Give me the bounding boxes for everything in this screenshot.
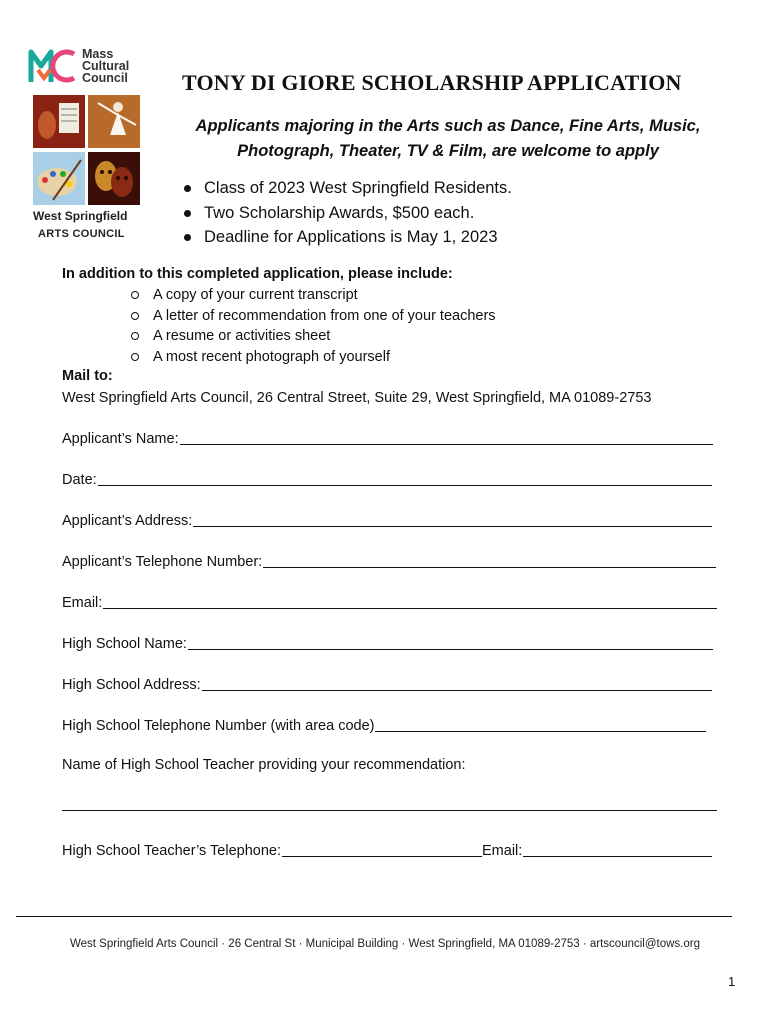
list-item	[131, 306, 496, 327]
school-address-line[interactable]	[202, 689, 712, 691]
circle-bullet-icon	[131, 291, 139, 299]
applicant-name-field[interactable]	[62, 427, 713, 447]
include-item-text: A resume or activities sheet	[153, 328, 331, 344]
teacher-phone-line[interactable]	[282, 855, 292, 857]
list-item	[131, 285, 496, 306]
school-phone-field[interactable]	[62, 714, 706, 734]
school-phone-line[interactable]	[375, 730, 706, 732]
include-heading: In addition to this completed application, please include:	[62, 266, 453, 282]
bullet-text: Deadline for Applications is May 1, 2023	[204, 228, 498, 246]
mcc-line-1: Mass	[82, 47, 114, 61]
subtitle-line-1: Applicants majoring in the Arts such as Dance, Fine Arts, Music,	[195, 117, 701, 135]
council-name-line-2: ARTS COUNCIL	[38, 228, 125, 240]
include-item-text: A most recent photograph of yourself	[153, 348, 390, 365]
school-address-field[interactable]	[62, 673, 712, 693]
date-field[interactable]	[62, 468, 712, 488]
teacher-name-label: Name of High School Teacher providing your recommendation:	[62, 757, 466, 773]
include-item-text: A letter of recommendation from one of your teachers	[153, 307, 496, 324]
school-address-label: High School Address:	[62, 677, 201, 693]
footer-text: West Springfield Arts Council · 26 Central St · Municipal Building · West Springfield, MA 01089-2753 · artscouncil@tows.org	[70, 938, 700, 950]
applicant-name-line[interactable]	[180, 443, 713, 445]
school-name-line[interactable]	[188, 648, 713, 650]
subtitle-line-2: Photograph, Theater, TV & Film, are welcome to apply	[237, 142, 659, 160]
arts-collage	[33, 95, 141, 205]
date-line[interactable]	[98, 484, 712, 486]
circle-bullet-icon	[131, 332, 139, 340]
mail-heading: Mail to:	[62, 368, 113, 384]
list-item	[182, 176, 512, 201]
applicant-name-label: Applicant’s Name:	[62, 431, 179, 447]
teacher-email-field[interactable]	[292, 839, 712, 859]
mcc-line-3: Council	[82, 71, 128, 85]
theater-masks-image	[88, 152, 140, 205]
include-list	[131, 285, 496, 367]
dancer-image	[88, 95, 140, 148]
eligibility-list	[182, 176, 512, 250]
teacher-phone-label: High School Teacher’s Telephone:	[62, 843, 282, 859]
circle-bullet-icon	[131, 353, 139, 361]
list-item	[131, 326, 496, 347]
teacher-phone-line-ext[interactable]	[292, 855, 482, 857]
list-item	[131, 347, 496, 368]
violin-image	[33, 95, 85, 148]
school-phone-label: High School Telephone Number (with area code)	[62, 718, 375, 734]
email-label: Email:	[62, 595, 103, 611]
applicant-phone-field[interactable]	[62, 550, 716, 570]
list-item	[182, 201, 512, 226]
mail-address: West Springfield Arts Council, 26 Central Street, Suite 29, West Springfield, MA 01089-2753	[62, 390, 652, 406]
applicant-phone-label: Applicant’s Telephone Number:	[62, 554, 263, 570]
teacher-name-line[interactable]	[62, 810, 717, 811]
email-line[interactable]	[103, 607, 717, 609]
applicant-address-label: Applicant’s Address:	[62, 513, 193, 529]
bullet-text: Class of 2023 West Springfield Residents.	[204, 179, 512, 197]
bullet-icon	[184, 185, 191, 192]
include-item-text: A copy of your current transcript	[153, 287, 358, 303]
circle-bullet-icon	[131, 312, 139, 320]
applicant-address-field[interactable]	[62, 509, 712, 529]
page-title: TONY DI GIORE SCHOLARSHIP APPLICATION	[182, 70, 682, 95]
subtitle	[168, 114, 728, 164]
school-name-label: High School Name:	[62, 636, 187, 652]
bullet-icon	[184, 210, 191, 217]
email-field[interactable]	[62, 591, 717, 611]
teacher-phone-field[interactable]	[62, 839, 292, 859]
applicant-phone-line[interactable]	[263, 566, 716, 568]
palette-image	[33, 152, 85, 205]
mcc-line-2: Cultural	[82, 59, 130, 73]
mcc-wordmark	[82, 48, 129, 84]
school-name-field[interactable]	[62, 632, 713, 652]
mass-cultural-council-logo-icon	[28, 48, 78, 84]
date-label: Date:	[62, 472, 97, 488]
council-name-line-1: West Springfield	[33, 209, 128, 223]
footer-divider	[16, 916, 732, 917]
applicant-address-line[interactable]	[193, 525, 712, 527]
teacher-email-label: Email:	[482, 843, 523, 859]
teacher-email-line[interactable]	[523, 855, 712, 857]
bullet-text: Two Scholarship Awards, $500 each.	[204, 203, 475, 222]
page-number: 1	[728, 974, 736, 989]
bullet-icon	[184, 234, 191, 241]
list-item	[182, 225, 512, 250]
